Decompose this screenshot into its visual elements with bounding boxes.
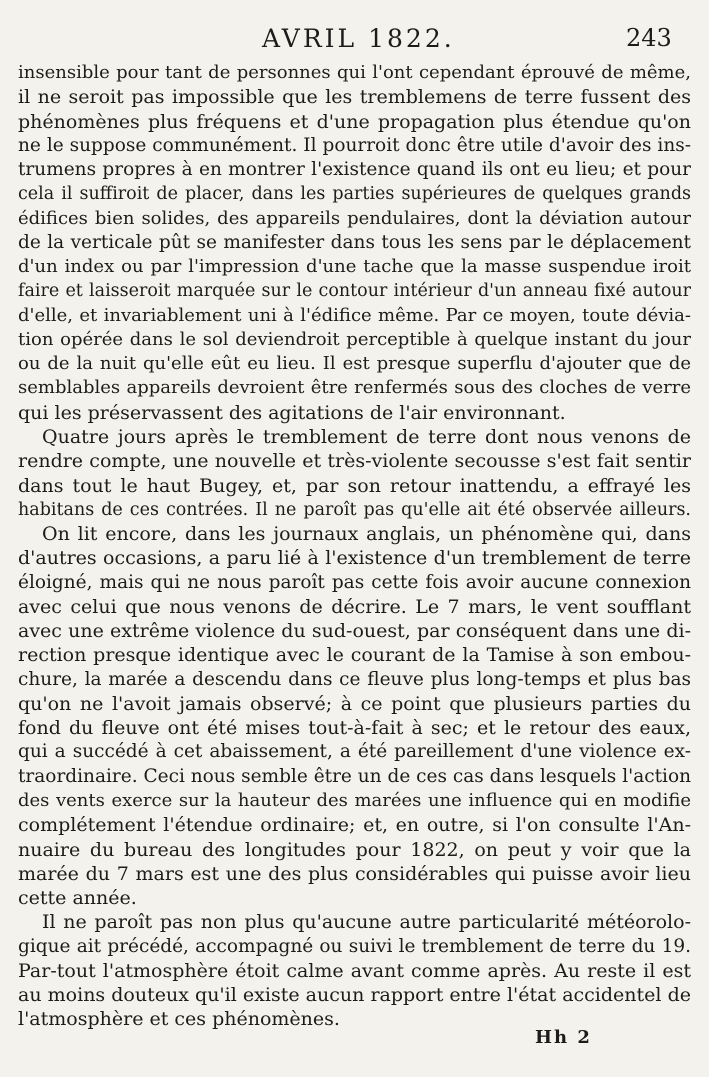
text-line: avec celui que nous venons de décrire. Le 7 mars, le vent soufflant <box>18 595 691 618</box>
text-line: édifices bien solides, des appareils pendulaires, dont la déviation autour <box>18 207 691 229</box>
signature-mark: Hh 2 <box>535 1027 592 1048</box>
text-line: trumens propres à en montrer l'existence quand ils ont eu lieu; et pour <box>18 159 691 181</box>
paragraph-3 <box>18 522 691 910</box>
text-line: nuaire du bureau des longitudes pour 1822, on peut y voir que la <box>18 838 691 861</box>
text-line: des vents exerce sur la hauteur des marées une influence qui en modifie <box>18 789 691 811</box>
text-line: qu'on ne l'avoit jamais observé; à ce point que plusieurs parties du <box>18 692 691 715</box>
text-line: On lit encore, dans les journaux anglais, un phénomène qui, dans <box>42 523 691 546</box>
text-line: marée du 7 mars est une des plus considérables qui puisse avoir lieu <box>18 862 691 885</box>
text-line: qui les préservassent des agitations de l'air environnant. <box>18 401 566 424</box>
text-line: de la verticale pût se manifester dans tous les sens par le déplacement <box>18 231 691 253</box>
text-line: chure, la marée a descendu dans ce fleuve plus long-temps et plus bas <box>18 668 691 690</box>
text-line: Quatre jours après le tremblement de terre dont nous venons de <box>42 425 691 448</box>
text-line: ne le suppose communément. Il pourroit donc être utile d'avoir des ins- <box>18 134 691 156</box>
text-line: fond du fleuve ont été mises tout-à-fait à sec; et le retour des eaux, <box>18 717 691 740</box>
text-line: semblables appareils devroient être renfermés sous des cloches de verre <box>18 377 691 399</box>
text-line: d'autres occasions, a paru lié à l'existence d'un tremblement de terre <box>18 547 691 570</box>
text-line: rection presque identique avec le courant de la Tamise à son embou- <box>18 644 691 667</box>
text-line: rendre compte, une nouvelle et très-violente secousse s'est fait sentir <box>18 450 691 473</box>
text-line: Par-tout l'atmosphère étoit calme avant comme après. Au reste il est <box>18 959 691 982</box>
running-head <box>0 24 709 58</box>
text-line: traordinaire. Ceci nous semble être un de ces cas dans lesquels l'action <box>18 765 691 787</box>
paragraph-2 <box>18 425 691 522</box>
text-line: cette année. <box>18 887 137 910</box>
body-text <box>18 61 691 1032</box>
text-line: l'atmosphère et ces phénomènes. <box>18 1008 340 1031</box>
text-line: cela il suffiroit de placer, dans les parties supérieures de quelques grands <box>18 184 691 205</box>
text-line: habitans de ces contrées. Il ne paroît pas qu'elle ait été observée ailleurs. <box>18 499 691 520</box>
text-line: au moins douteux qu'il existe aucun rapport entre l'état accidentel de <box>18 984 691 1007</box>
running-title: AVRIL 1822. <box>262 24 455 53</box>
text-line: avec une extrême violence du sud-ouest, par conséquent dans une di- <box>18 620 691 643</box>
text-line: il ne seroit pas impossible que les tremblemens de terre fussent des <box>18 86 691 109</box>
page-number: 243 <box>626 24 672 52</box>
text-line: tion opérée dans le sol deviendroit perceptible à quelque instant du jour <box>18 328 691 350</box>
text-line: dans tout le haut Bugey, et, par son retour inattendu, a effrayé les <box>18 474 691 497</box>
text-line: complétement l'étendue ordinaire; et, en outre, si l'on consulte l'An- <box>18 814 691 837</box>
text-line: ou de la nuit qu'elle eût eu lieu. Il est presque superflu d'ajouter que de <box>18 353 691 375</box>
text-line: Il ne paroît pas non plus qu'aucune autre particularité météorolo- <box>42 911 691 934</box>
text-line: éloigné, mais qui ne nous paroît pas cette fois avoir aucune connexion <box>18 571 691 593</box>
text-line: phénomènes plus fréquens et d'une propagation plus étendue qu'on <box>18 110 691 133</box>
text-line: d'un index ou par l'impression d'une tache que la masse suspendue iroit <box>18 256 691 278</box>
text-line: gique ait précédé, accompagné ou suivi le tremblement de terre du 19. <box>18 935 691 957</box>
text-line: d'elle, et invariablement uni à l'édifice même. Par ce moyen, toute dévia- <box>18 304 691 326</box>
paragraph-1 <box>18 61 691 425</box>
paragraph-4 <box>18 910 691 1031</box>
text-line: qui a succédé à cet abaissement, a été pareillement d'une violence ex- <box>18 741 691 763</box>
text-line: faire et laisseroit marquée sur le contour intérieur d'un anneau fixé autour <box>18 281 691 302</box>
text-line: insensible pour tant de personnes qui l'ont cependant éprouvé de même, <box>18 62 691 83</box>
